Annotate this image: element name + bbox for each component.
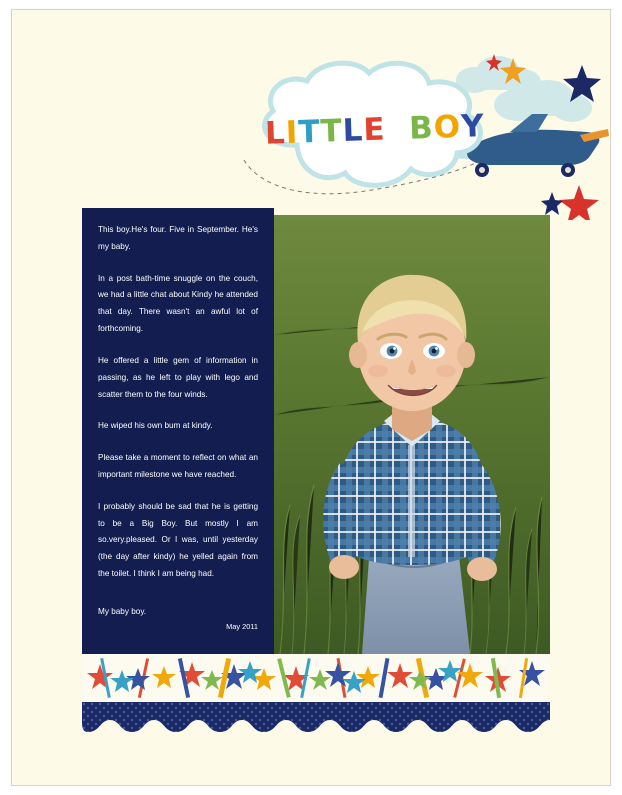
journal-closing-row (98, 601, 258, 631)
navy-scallop-strip (82, 702, 550, 736)
journal-date: May 2011 (226, 621, 258, 631)
photo-boy-in-grass (274, 215, 550, 654)
journal-paragraph: In a post bath-time snuggle on the couch, we had a little chat about Kindy he attended that day. There wasn't an awful lot of forthcoming. (98, 273, 258, 334)
journal-closing: My baby boy. (98, 606, 147, 616)
journal-paragraph: He wiped his own bum at kindy. (98, 421, 213, 431)
star-washi-strip (82, 654, 550, 702)
journal-paragraph: I probably should be sad that he is getting to be a Big Boy. But mostly I am so.very.pleased. Or I was, until yesterday (the day after kindy) he yelled again from the toilet. I think I am being had. (98, 501, 258, 578)
journal-paragraph: This boy.He's four. Five in September. He's my baby. (98, 225, 258, 251)
star-red-icon (559, 185, 599, 220)
star-navy-small-icon (541, 192, 563, 215)
journal-paragraph: He offered a little gem of information in passing, as he left to play with lego and scatter them to the four winds. (98, 355, 258, 399)
journal-paragraph: Please take a moment to reflect on what an important milestone we have reached. (98, 453, 258, 479)
page-title: LITTLE BOY (264, 108, 486, 152)
page-canvas (11, 9, 611, 786)
title-cloud (237, 55, 507, 210)
journal-block (82, 208, 274, 654)
